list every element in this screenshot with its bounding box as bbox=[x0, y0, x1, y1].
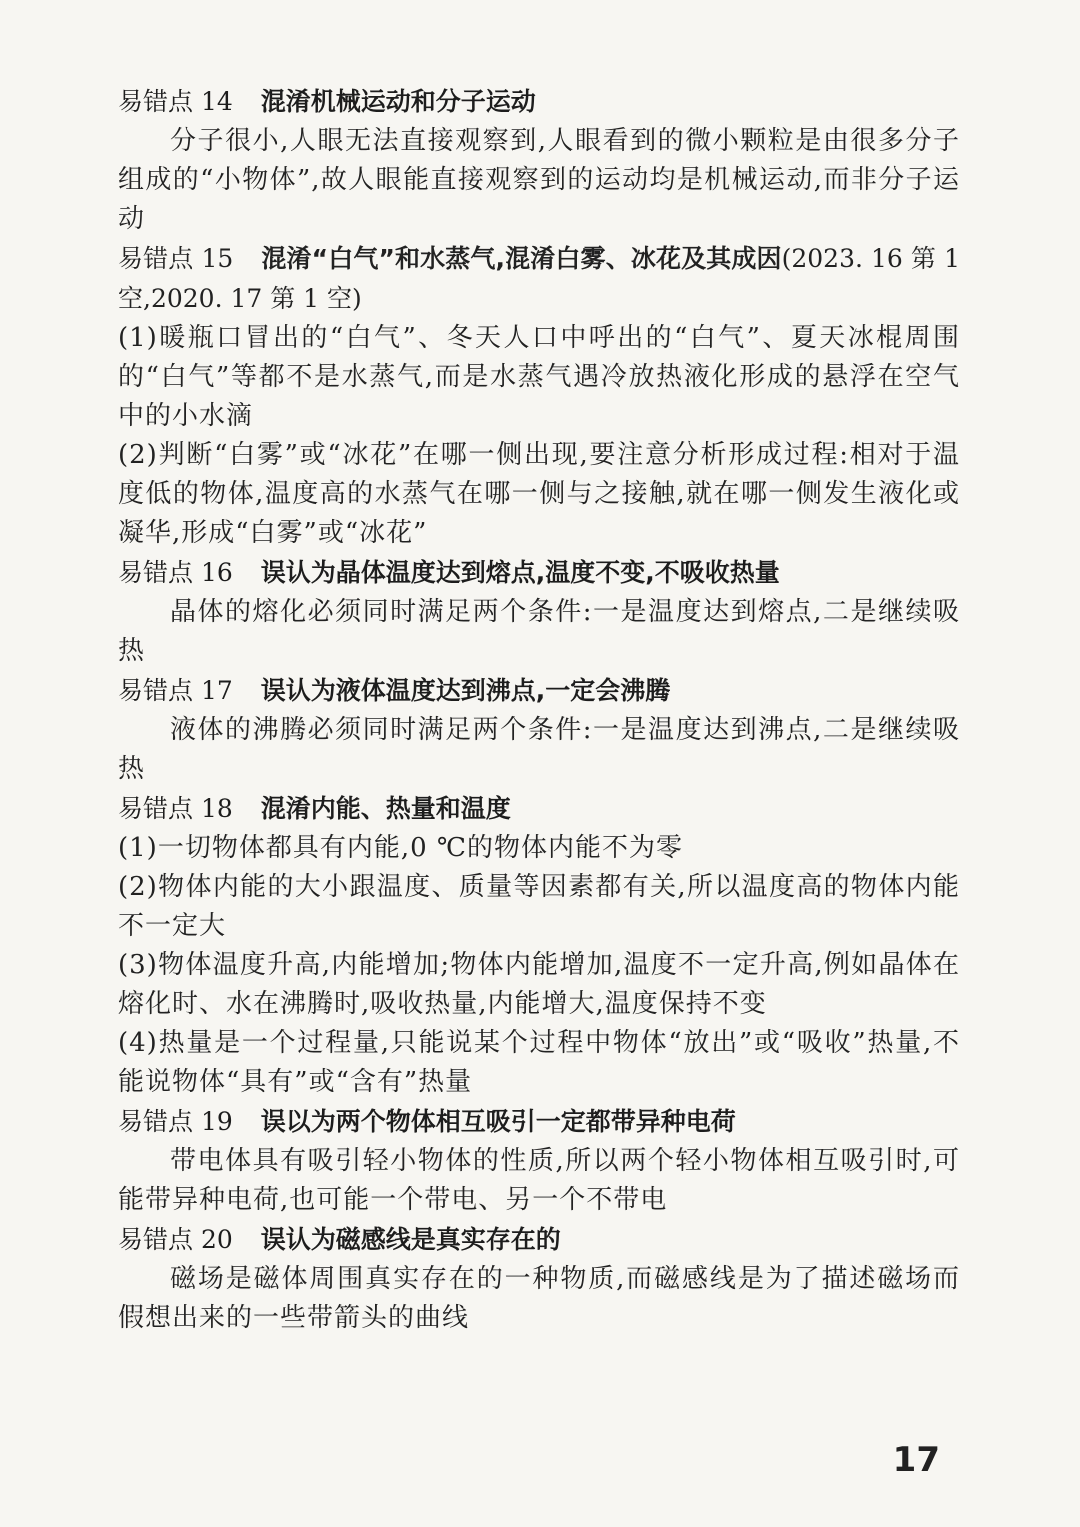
section-14 bbox=[118, 82, 960, 239]
section-heading bbox=[118, 789, 960, 829]
paragraph: 晶体的熔化必须同时满足两个条件:一是温度达到熔点,二是继续吸热 bbox=[118, 597, 960, 666]
section-title: 混淆机械运动和分子运动 bbox=[260, 87, 536, 116]
section-heading bbox=[118, 82, 960, 122]
section-20 bbox=[118, 1220, 960, 1338]
section-label: 易错点 18 bbox=[118, 794, 233, 823]
section-title: 混淆“白气”和水蒸气,混淆白雾、冰花及其成因 bbox=[261, 244, 782, 273]
section-title: 误以为两个物体相互吸引一定都带异种电荷 bbox=[260, 1107, 736, 1136]
section-label: 易错点 20 bbox=[118, 1225, 233, 1254]
section-title: 误认为液体温度达到沸点,一定会沸腾 bbox=[260, 676, 671, 705]
paragraph: (2)物体内能的大小跟温度、质量等因素都有关,所以温度高的物体内能不一定大 bbox=[118, 872, 960, 941]
section-15 bbox=[118, 239, 960, 553]
section-label: 易错点 17 bbox=[118, 676, 233, 705]
section-18 bbox=[118, 789, 960, 1102]
section-label: 易错点 19 bbox=[118, 1107, 233, 1136]
section-source: (2023. 16 第 1 空,2020. 17 第 1 空) bbox=[118, 244, 960, 313]
section-label: 易错点 14 bbox=[118, 87, 233, 116]
section-label: 易错点 16 bbox=[118, 558, 233, 587]
paragraph: 带电体具有吸引轻小物体的性质,所以两个轻小物体相互吸引时,可能带异种电荷,也可能一个带电、另一个不带电 bbox=[118, 1146, 960, 1215]
section-title: 误认为晶体温度达到熔点,温度不变,不吸收热量 bbox=[260, 558, 780, 587]
paragraph: (2)判断“白雾”或“冰花”在哪一侧出现,要注意分析形成过程:相对于温度低的物体,温度高的水蒸气在哪一侧与之接触,就在哪一侧发生液化或凝华,形成“白雾”或“冰花” bbox=[118, 440, 960, 548]
section-heading bbox=[118, 553, 960, 593]
section-title: 混淆内能、热量和温度 bbox=[260, 794, 511, 823]
section-heading bbox=[118, 239, 960, 319]
page-body bbox=[118, 82, 960, 1338]
paragraph: (4)热量是一个过程量,只能说某个过程中物体“放出”或“吸收”热量,不能说物体“具有”或“含有”热量 bbox=[118, 1028, 960, 1097]
section-title: 误认为磁感线是真实存在的 bbox=[260, 1225, 561, 1254]
paragraph: 分子很小,人眼无法直接观察到,人眼看到的微小颗粒是由很多分子组成的“小物体”,故人眼能直接观察到的运动均是机械运动,而非分子运动 bbox=[118, 126, 960, 234]
paragraph: (3)物体温度升高,内能增加;物体内能增加,温度不一定升高,例如晶体在熔化时、水在沸腾时,吸收热量,内能增大,温度保持不变 bbox=[118, 950, 960, 1019]
section-heading bbox=[118, 1102, 960, 1142]
paragraph: 磁场是磁体周围真实存在的一种物质,而磁感线是为了描述磁场而假想出来的一些带箭头的曲线 bbox=[118, 1264, 960, 1333]
paragraph: (1)暖瓶口冒出的“白气”、冬天人口中呼出的“白气”、夏天冰棍周围的“白气”等都不是水蒸气,而是水蒸气遇冷放热液化形成的悬浮在空气中的小水滴 bbox=[118, 323, 960, 431]
paragraph: (1)一切物体都具有内能,0 ℃的物体内能不为零 bbox=[118, 833, 683, 863]
section-heading bbox=[118, 1220, 960, 1260]
page-number: 17 bbox=[892, 1440, 940, 1480]
section-heading bbox=[118, 671, 960, 711]
section-19 bbox=[118, 1102, 960, 1220]
paragraph: 液体的沸腾必须同时满足两个条件:一是温度达到沸点,二是继续吸热 bbox=[118, 715, 960, 784]
section-label: 易错点 15 bbox=[118, 244, 234, 273]
section-16 bbox=[118, 553, 960, 671]
section-17 bbox=[118, 671, 960, 789]
